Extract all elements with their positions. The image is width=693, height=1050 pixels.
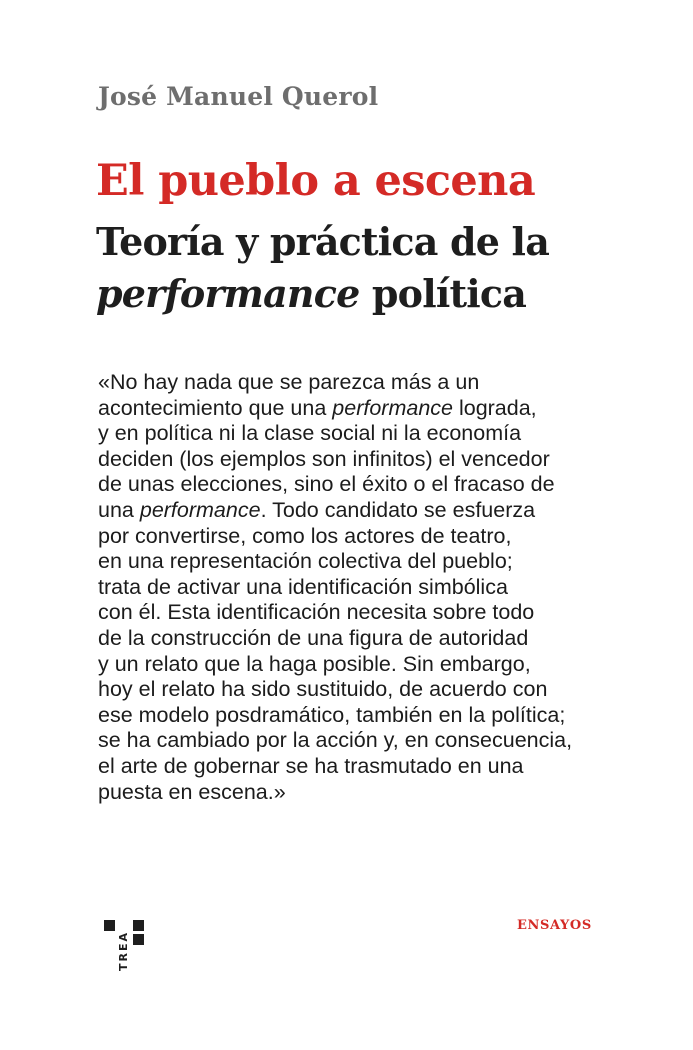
subtitle-line-2 — [96, 268, 549, 320]
quote-segment: «No hay nada que se parezca más a un — [98, 370, 480, 394]
quote-segment: hoy el relato ha sido sustituido, de acuerdo con — [98, 677, 548, 702]
quote-line — [98, 754, 572, 780]
quote-line — [98, 549, 572, 575]
quote-line — [98, 421, 572, 447]
quote-line — [98, 498, 572, 524]
quote-line — [98, 780, 572, 806]
book-title: El pueblo a escena — [96, 156, 536, 206]
quote-segment: . Todo candidato se esfuerza — [260, 497, 536, 522]
quote-line — [98, 370, 572, 396]
quote-line — [98, 728, 572, 754]
quote-segment: y en política ni la clase social ni la economía — [98, 421, 522, 446]
quote-segment: en una representación colectiva del pueblo; — [98, 549, 513, 574]
quote-segment: de la construcción de una figura de autoridad — [98, 625, 529, 650]
quote-line — [98, 575, 572, 601]
subtitle-italic-word: performance — [96, 271, 360, 316]
logo-square-top-left — [104, 920, 115, 931]
quote-segment: de unas elecciones, sino el éxito o el fracaso de — [98, 472, 555, 497]
quote-segment: puesta en escena.» — [98, 779, 286, 804]
quote-segment: acontecimiento que una — [98, 395, 333, 420]
publisher-logo-text: TREA — [117, 931, 130, 972]
quote-segment: y un relato que la haga posible. Sin embargo, — [98, 651, 531, 676]
series-label: ENSAYOS — [517, 918, 592, 933]
quote-line — [98, 703, 572, 729]
quote-line — [98, 626, 572, 652]
quote-line — [98, 472, 572, 498]
quote-italic-segment: performance — [332, 395, 453, 420]
subtitle-line-1: Teoría y práctica de la — [96, 219, 550, 264]
quote-segment: el arte de gobernar se ha trasmutado en una — [98, 753, 524, 778]
quote-line — [98, 396, 572, 422]
quote-segment: con él. Esta identificación necesita sobre todo — [98, 600, 535, 625]
quote-line — [98, 652, 572, 678]
quote-segment: deciden (los ejemplos son infinitos) el vencedor — [98, 446, 550, 471]
quote-line — [98, 600, 572, 626]
quote-segment: una — [98, 497, 140, 522]
quote-segment: ese modelo posdramático, también en la política; — [98, 702, 566, 727]
quote-segment: por convertirse, como los actores de teatro, — [98, 523, 512, 548]
quote-segment: trata de activar una identificación simbólica — [98, 574, 508, 599]
book-subtitle — [96, 216, 549, 320]
subtitle-line-2-rest: política — [359, 271, 527, 316]
back-cover-quote — [98, 370, 572, 805]
quote-italic-segment: performance — [139, 497, 261, 522]
quote-line — [98, 524, 572, 550]
book-author: José Manuel Querol — [98, 82, 379, 111]
quote-line — [98, 677, 572, 703]
quote-segment: se ha cambiado por la acción y, en consecuencia, — [98, 728, 573, 753]
quote-line — [98, 447, 572, 473]
quote-segment: lograda, — [452, 395, 537, 420]
